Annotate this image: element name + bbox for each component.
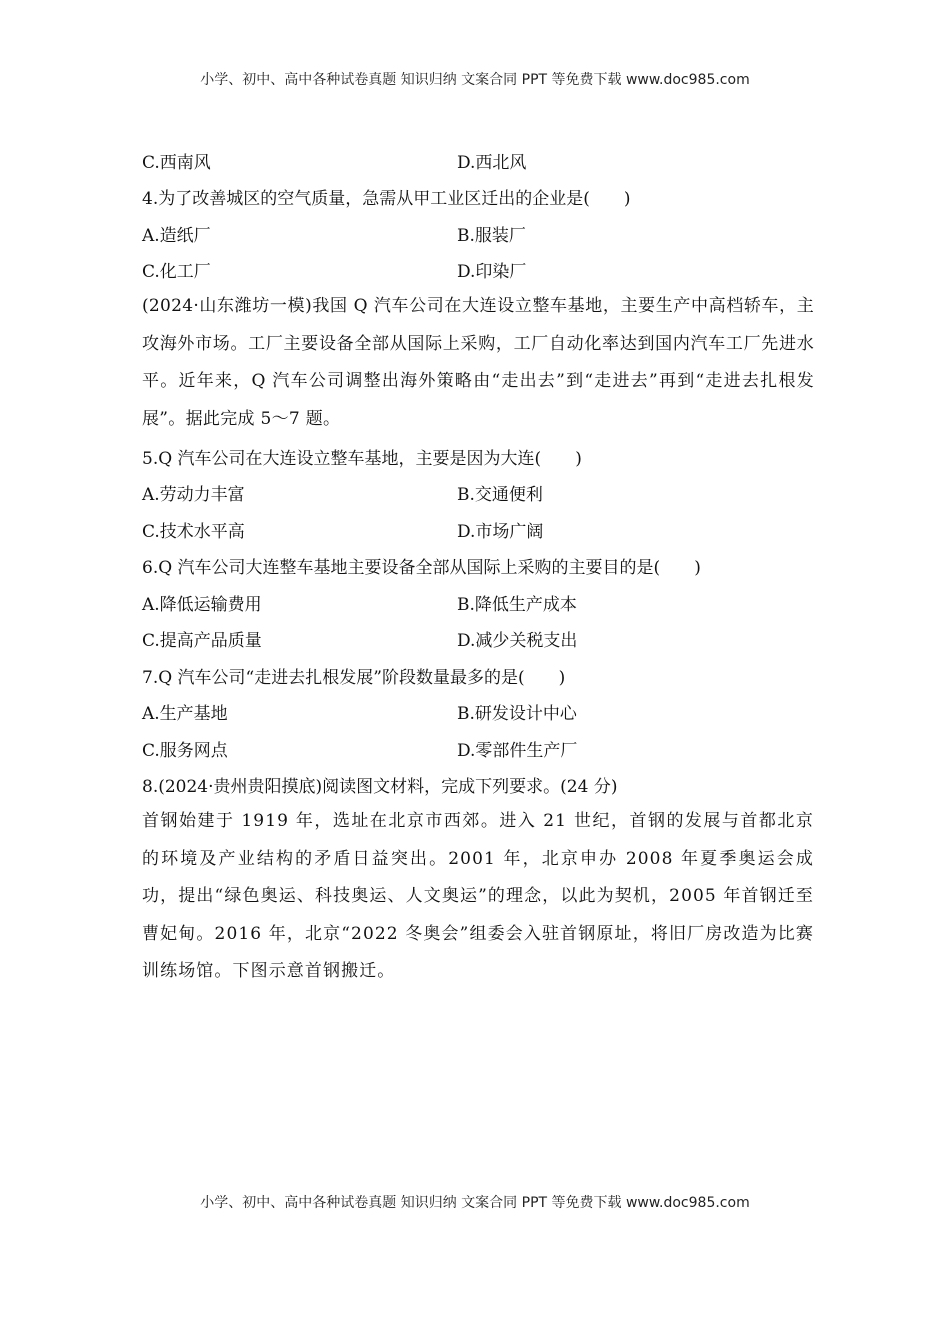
q4-option-c: C.化工厂 [142, 262, 211, 283]
q5-option-b: B.交通便利 [457, 485, 543, 506]
q4-options-row-2 [142, 252, 814, 289]
q7-stem: 7.Q 汽车公司“走进去扎根发展”阶段数量最多的是( ) [142, 667, 566, 688]
q3-option-c: C.西南风 [142, 152, 211, 173]
q7-option-d: D.零部件生产厂 [457, 740, 578, 761]
q6-stem: 6.Q 汽车公司大连整车基地主要设备全部从国际上采购的主要目的是( ) [142, 558, 701, 579]
q8-stem: 8.(2024·贵州贵阳摸底)阅读图文材料，完成下列要求。(24 分) [142, 777, 618, 798]
q5-options-row-1 [142, 475, 814, 512]
q5-option-a: A.劳动力丰富 [142, 485, 245, 506]
q6-option-b: B.降低生产成本 [457, 594, 577, 615]
q5-stem: 5.Q 汽车公司在大连设立整车基地，主要是因为大连( ) [142, 448, 582, 469]
q6-options-row-1 [142, 584, 814, 621]
q8-passage: 首钢始建于 1919 年，选址在北京市西郊。进入 21 世纪，首钢的发展与首都北京的环境及产业结构的矛盾日益突出。2001 年，北京申办 2008 年夏季奥运会成功，提出“绿色奥运、科技奥运、人文奥运”的理念，以此为契机，2005 年首钢迁至曹妃甸。2016 年，北京“2022 冬奥会”组委会入驻首钢原址，将旧厂房改造为比赛训练场馆。下图示意首钢搬迁。 [142, 811, 814, 981]
q6-options-row-2 [142, 621, 814, 658]
q5-options-row-2 [142, 511, 814, 548]
q3-option-d: D.西北风 [457, 152, 527, 173]
exam-content [142, 142, 814, 991]
q7-option-c: C.服务网点 [142, 740, 228, 761]
q4-option-b: B.服装厂 [457, 225, 526, 246]
q7-option-b: B.研发设计中心 [457, 704, 577, 725]
passage-q5-7: (2024·山东潍坊一模)我国 Q 汽车公司在大连设立整车基地，主要生产中高档轿车，主攻海外市场。工厂主要设备全部从国际上采购，工厂自动化率达到国内汽车工厂先进水平。近年来，Q 汽车公司调整出海外策略由“走出去”到“走进去”再到“走进去扎根发展”。据此完成 5～7 题。 [142, 296, 814, 429]
q6-option-d: D.减少关税支出 [457, 631, 578, 652]
q7-option-a: A.生产基地 [142, 704, 228, 725]
q7-options-row-2 [142, 730, 814, 767]
q4-option-d: D.印染厂 [457, 262, 527, 283]
q4-options-row-1 [142, 215, 814, 252]
page-header: 小学、初中、高中各种试卷真题 知识归纳 文案合同 PPT 等免费下载 www.doc985.com [200, 72, 750, 88]
q4-option-a: A.造纸厂 [142, 225, 211, 246]
q6-option-a: A.降低运输费用 [142, 594, 262, 615]
q3-options-row [142, 142, 814, 179]
q5-option-d: D.市场广阔 [457, 521, 544, 542]
q5-option-c: C.技术水平高 [142, 521, 245, 542]
q7-options-row-1 [142, 694, 814, 731]
q6-option-c: C.提高产品质量 [142, 631, 262, 652]
q4-stem: 4.为了改善城区的空气质量，急需从甲工业区迁出的企业是( ) [142, 189, 631, 210]
page-footer: 小学、初中、高中各种试卷真题 知识归纳 文案合同 PPT 等免费下载 www.doc985.com [200, 1195, 750, 1211]
